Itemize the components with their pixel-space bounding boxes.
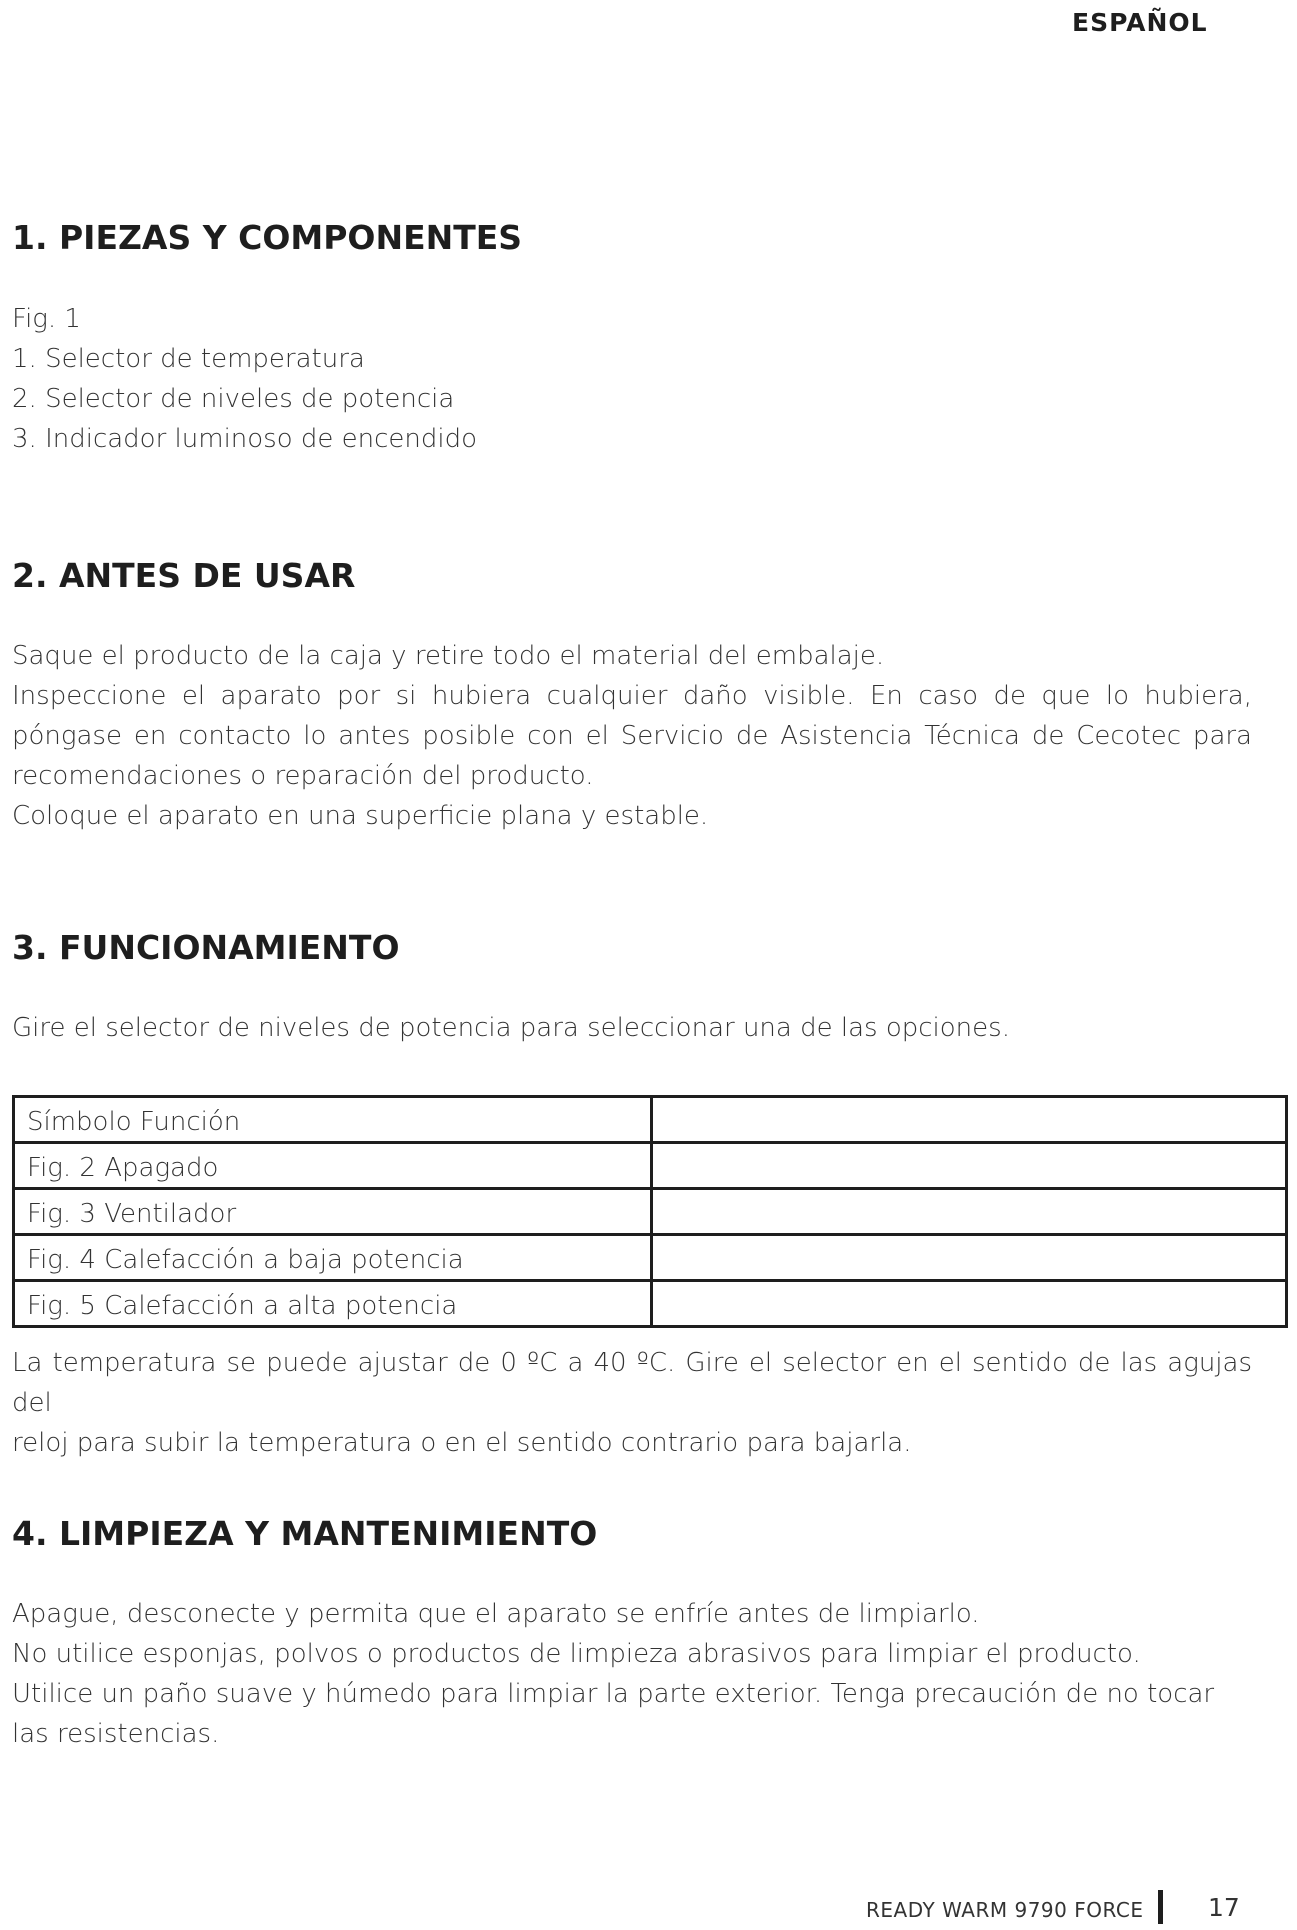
table-cell-empty [652, 1281, 1287, 1327]
antes-paragraph [12, 636, 1252, 836]
piezas-line: 1. Selector de temperatura [12, 344, 365, 374]
footer-divider [1158, 1890, 1163, 1924]
section-limpieza [12, 1514, 1252, 1554]
limpieza-line: Utilice un paño suave y húmedo para limpiar la parte exterior. Tenga precaución de no tocar [12, 1679, 1215, 1709]
table-row [14, 1189, 1287, 1235]
language-label: ESPAÑOL [1072, 8, 1208, 37]
antes-line: Saque el producto de la caja y retire todo el material del embalaje. [12, 641, 885, 671]
section-title-antes: 2. ANTES DE USAR [12, 556, 356, 595]
table-row [14, 1235, 1287, 1281]
function-table [12, 1095, 1288, 1328]
table-cell-empty [652, 1235, 1287, 1281]
piezas-line: 3. Indicador luminoso de encendido [12, 424, 478, 454]
funcionamiento-intro-text: Gire el selector de niveles de potencia para seleccionar una de las opciones. [12, 1013, 1010, 1043]
section-piezas [12, 218, 1252, 258]
table-cell: Fig. 4 Calefacción a baja potencia [14, 1235, 652, 1281]
section-title-limpieza: 4. LIMPIEZA Y MANTENIMIENTO [12, 1514, 598, 1553]
antes-line: póngase en contacto lo antes posible con el Servicio de Asistencia Técnica de Cecotec para [12, 721, 1252, 751]
limpieza-paragraph [12, 1594, 1252, 1754]
piezas-line: 2. Selector de niveles de potencia [12, 384, 455, 414]
section-title-piezas: 1. PIEZAS Y COMPONENTES [12, 218, 523, 257]
antes-line: Coloque el aparato en una superficie plana y estable. [12, 801, 709, 831]
limpieza-line: Apague, desconecte y permita que el aparato se enfríe antes de limpiarlo. [12, 1599, 980, 1629]
piezas-line: Fig. 1 [12, 304, 81, 334]
antes-line: recomendaciones o reparación del producto. [12, 761, 594, 791]
table-cell-empty [652, 1097, 1287, 1143]
table-row [14, 1143, 1287, 1189]
section-antes [12, 556, 1252, 596]
limpieza-line: las resistencias. [12, 1719, 220, 1749]
antes-line: Inspeccione el aparato por si hubiera cualquier daño visible. En caso de que lo hubiera, [12, 681, 1252, 711]
footer-model-name: READY WARM 9790 FORCE [866, 1898, 1144, 1922]
table-cell-empty [652, 1143, 1287, 1189]
page-number: 17 [1208, 1893, 1240, 1922]
section-funcionamiento [12, 928, 1252, 968]
table-row [14, 1097, 1287, 1143]
funcionamiento-intro [12, 1008, 1252, 1048]
piezas-list [12, 299, 1252, 459]
funcionamiento-line: La temperatura se puede ajustar de 0 ºC a 40 ºC. Gire el selector en el sentido de las agujas del [12, 1348, 1252, 1418]
funcionamiento-line: reloj para subir la temperatura o en el sentido contrario para bajarla. [12, 1428, 912, 1458]
funcionamiento-after [12, 1343, 1252, 1463]
table-row [14, 1281, 1287, 1327]
limpieza-line: No utilice esponjas, polvos o productos de limpieza abrasivos para limpiar el producto. [12, 1639, 1141, 1669]
section-title-funcionamiento: 3. FUNCIONAMIENTO [12, 928, 400, 967]
table-cell: Fig. 3 Ventilador [14, 1189, 652, 1235]
table-cell: Fig. 2 Apagado [14, 1143, 652, 1189]
table-cell: Símbolo Función [14, 1097, 652, 1143]
table-cell-empty [652, 1189, 1287, 1235]
table-cell: Fig. 5 Calefacción a alta potencia [14, 1281, 652, 1327]
